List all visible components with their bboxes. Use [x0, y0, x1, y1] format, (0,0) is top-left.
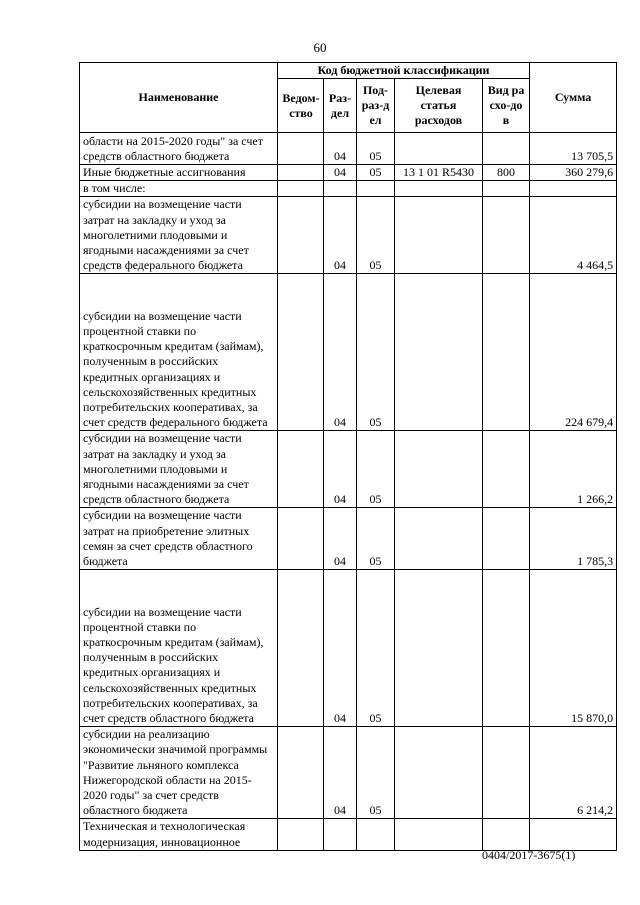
row-statya	[395, 431, 483, 508]
row-name: субсидии на возмещение части затрат на закладку и уход за многолетними плодовыми и ягодными насаждениями за счет средств федерального бюджета	[80, 197, 278, 274]
row-vid	[483, 197, 530, 274]
row-name: субсидии на возмещение части затрат на закладку и уход за многолетними плодовыми и ягодными насаждениями за счет средств областного бюджета	[80, 431, 278, 508]
row-vid	[483, 133, 530, 165]
row-name: субсидии на возмещение части затрат на приобретение элитных семян за счет средств областного бюджета	[80, 508, 278, 570]
row-vedomstvo	[278, 274, 324, 431]
row-vid	[483, 819, 530, 850]
col-header-group: Код бюджетной классификации	[278, 63, 530, 79]
row-razdel: 04	[324, 508, 357, 570]
row-sum: 4 464,5	[530, 197, 617, 274]
row-sum	[530, 181, 617, 197]
table-row	[80, 431, 617, 508]
col-header-vedomstvo: Ведом-ство	[278, 79, 324, 133]
row-statya	[395, 570, 483, 727]
row-podrazdel: 05	[357, 197, 395, 274]
table-row	[80, 165, 617, 181]
row-vedomstvo	[278, 181, 324, 197]
row-sum: 360 279,6	[530, 165, 617, 181]
row-name: в том числе:	[80, 181, 278, 197]
row-sum: 6 214,2	[530, 727, 617, 819]
row-statya	[395, 727, 483, 819]
row-razdel: 04	[324, 727, 357, 819]
row-podrazdel: 05	[357, 274, 395, 431]
row-statya: 13 1 01 R5430	[395, 165, 483, 181]
row-sum: 13 705,5	[530, 133, 617, 165]
row-razdel: 04	[324, 431, 357, 508]
row-statya	[395, 819, 483, 850]
row-vedomstvo	[278, 727, 324, 819]
row-vid: 800	[483, 165, 530, 181]
row-vedomstvo	[278, 508, 324, 570]
col-header-vid: Вид расхо-дов	[483, 79, 530, 133]
budget-table	[79, 62, 617, 851]
document-code: 0404/2017-3675(1)	[482, 848, 576, 862]
row-name: субсидии на возмещение части процентной ставки по краткосрочным кредитам (займам), полученным в российских кредитных организациях и сельскохозяйственных кредитных потребительских кооперативах, за счет средств федерального бюджета	[80, 274, 278, 431]
row-razdel: 04	[324, 133, 357, 165]
row-vedomstvo	[278, 570, 324, 727]
table-body	[80, 133, 617, 851]
row-podrazdel: 05	[357, 570, 395, 727]
row-vedomstvo	[278, 165, 324, 181]
row-podrazdel: 05	[357, 431, 395, 508]
header-row-1	[80, 63, 617, 79]
row-vedomstvo	[278, 197, 324, 274]
row-vedomstvo	[278, 133, 324, 165]
table-row	[80, 570, 617, 727]
col-header-name: Наименование	[80, 63, 278, 133]
row-vedomstvo	[278, 431, 324, 508]
table-row	[80, 133, 617, 165]
row-statya	[395, 133, 483, 165]
row-podrazdel	[357, 819, 395, 850]
row-name: субсидии на возмещение части процентной ставки по краткосрочным кредитам (займам), полученным в российских кредитных организациях и сельскохозяйственных кредитных потребительских кооперативах, за счет средств областного бюджета	[80, 570, 278, 727]
row-vid	[483, 431, 530, 508]
table-row	[80, 727, 617, 819]
row-vid	[483, 181, 530, 197]
row-sum: 1 785,3	[530, 508, 617, 570]
row-podrazdel: 05	[357, 133, 395, 165]
row-razdel: 04	[324, 165, 357, 181]
page-number: 60	[313, 40, 327, 55]
table-row	[80, 181, 617, 197]
row-podrazdel: 05	[357, 727, 395, 819]
row-sum	[530, 819, 617, 850]
table-row	[80, 197, 617, 274]
row-sum: 224 679,4	[530, 274, 617, 431]
row-sum: 1 266,2	[530, 431, 617, 508]
row-vid	[483, 570, 530, 727]
row-statya	[395, 197, 483, 274]
row-statya	[395, 274, 483, 431]
row-vid	[483, 508, 530, 570]
row-name: субсидии на реализацию экономически значимой программы "Развитие льняного комплекса Нижегородской области на 2015-2020 годы" за счет средств областного бюджета	[80, 727, 278, 819]
row-vid	[483, 727, 530, 819]
table-row	[80, 819, 617, 850]
row-razdel: 04	[324, 274, 357, 431]
col-header-razdel: Раз-дел	[324, 79, 357, 133]
row-sum: 15 870,0	[530, 570, 617, 727]
col-header-sum: Сумма	[530, 63, 617, 133]
row-statya	[395, 181, 483, 197]
row-razdel	[324, 819, 357, 850]
row-name: области на 2015-2020 годы" за счет средств областного бюджета	[80, 133, 278, 165]
row-name: Иные бюджетные ассигнования	[80, 165, 278, 181]
row-podrazdel: 05	[357, 508, 395, 570]
row-name: Техническая и технологическая модернизация, инновационное	[80, 819, 278, 850]
row-razdel: 04	[324, 570, 357, 727]
row-razdel	[324, 181, 357, 197]
row-vid	[483, 274, 530, 431]
table-row	[80, 274, 617, 431]
row-vedomstvo	[278, 819, 324, 850]
col-header-podrazdel: Под-раз-дел	[357, 79, 395, 133]
row-podrazdel	[357, 181, 395, 197]
row-razdel: 04	[324, 197, 357, 274]
col-header-statya: Целевая статья расходов	[395, 79, 483, 133]
table-row	[80, 508, 617, 570]
row-podrazdel: 05	[357, 165, 395, 181]
row-statya	[395, 508, 483, 570]
